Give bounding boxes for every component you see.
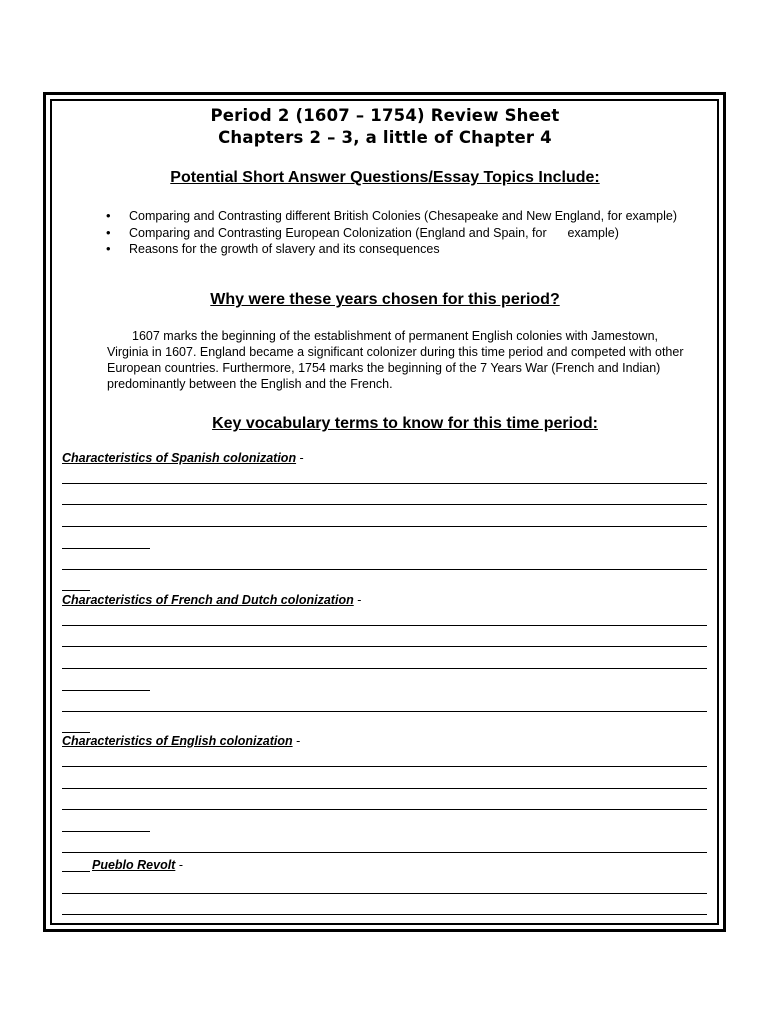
why-paragraph: 1607 marks the beginning of the establishment of permanent English colonies with Jamestown, Virginia in 1607. England became a significant colonizer during this time period and competed with other European countries. Furthermore, 1754 marks the beginning of the 7 Years War (French and Indian) predominantly between the English and the French. (107, 329, 684, 391)
answer-line[interactable] (62, 690, 150, 691)
term-dash: - (175, 858, 183, 872)
answer-line[interactable] (62, 732, 90, 733)
term-english-colonization (62, 734, 300, 748)
vocab-heading: Key vocabulary terms to know for this time period: (212, 415, 598, 432)
answer-line[interactable] (62, 831, 150, 832)
answer-line[interactable] (62, 548, 150, 549)
term-label: Characteristics of French and Dutch colonization (62, 593, 354, 607)
term-dash: - (353, 593, 362, 607)
answer-line[interactable] (62, 526, 707, 527)
answer-line[interactable] (62, 914, 707, 915)
answer-line[interactable] (62, 668, 707, 669)
answer-line[interactable] (62, 711, 707, 712)
answer-line[interactable] (62, 893, 707, 894)
answer-line[interactable] (62, 788, 707, 789)
answer-line[interactable] (62, 504, 707, 505)
term-label: Pueblo Revolt (92, 858, 176, 872)
term-french-dutch-colonization (62, 593, 361, 607)
title-line-2: Chapters 2 – 3, a little of Chapter 4 (218, 128, 552, 147)
answer-line[interactable] (62, 569, 707, 570)
term-spanish-colonization (62, 451, 304, 465)
list-item: • Comparing and Contrasting European Colonization (England and Spain, for example) (106, 225, 696, 242)
answer-line[interactable] (62, 871, 90, 872)
answer-line[interactable] (62, 809, 707, 810)
term-label: Characteristics of Spanish colonization (62, 451, 297, 465)
title-line-1: Period 2 (1607 – 1754) Review Sheet (210, 106, 560, 125)
why-heading: Why were these years chosen for this period? (210, 291, 560, 308)
term-dash: - (292, 734, 301, 748)
answer-line[interactable] (62, 766, 707, 767)
topics-heading: Potential Short Answer Questions/Essay Topics Include: (170, 169, 600, 186)
answer-line[interactable] (62, 646, 707, 647)
answer-line[interactable] (62, 852, 707, 853)
answer-line[interactable] (62, 483, 707, 484)
topics-list (106, 208, 696, 258)
term-label: Characteristics of English colonization (62, 734, 293, 748)
list-item: • Reasons for the growth of slavery and its consequences (106, 241, 696, 258)
list-item: • Comparing and Contrasting different British Colonies (Chesapeake and New England, for example) (106, 208, 696, 225)
answer-line[interactable] (62, 590, 90, 591)
term-pueblo-revolt (92, 858, 183, 872)
answer-line[interactable] (62, 625, 707, 626)
term-dash: - (296, 451, 304, 465)
